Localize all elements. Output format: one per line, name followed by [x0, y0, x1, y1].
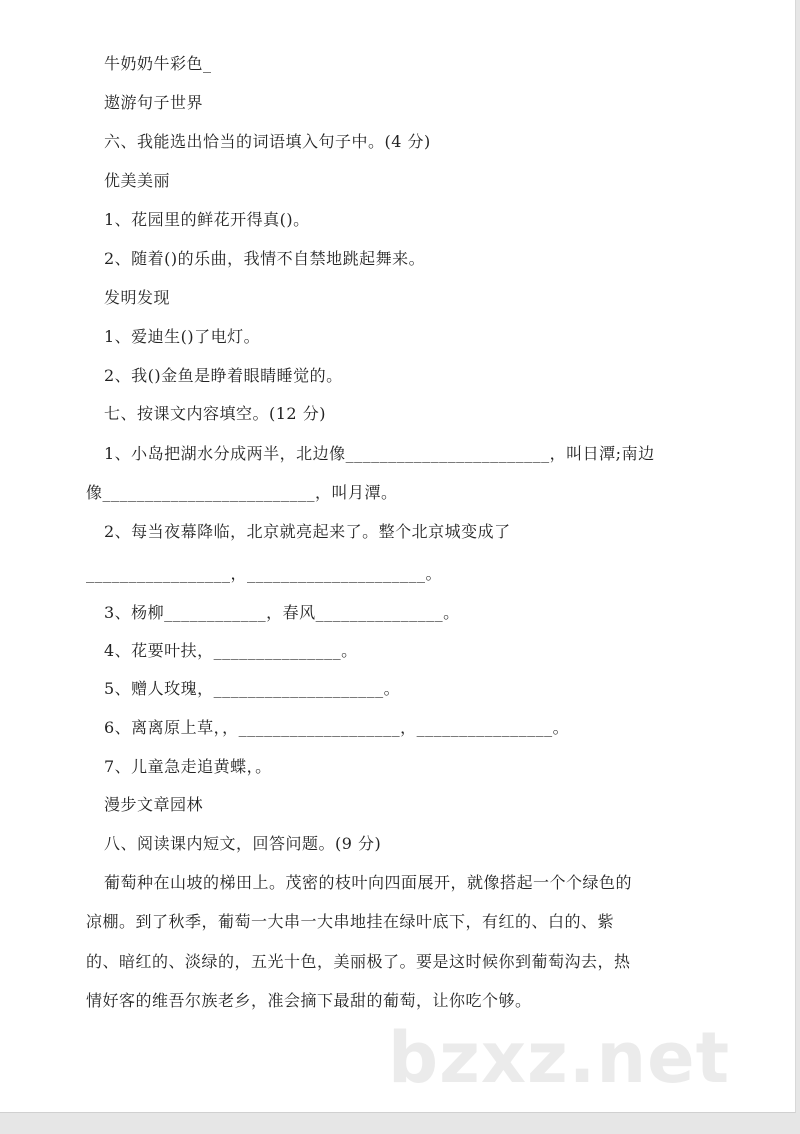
word-choices: 优美美丽	[104, 171, 171, 190]
question-item: 2、我()金鱼是睁着眼睛睡觉的。	[104, 366, 343, 385]
question-item: 5、赠人玫瑰，____________________。	[104, 679, 401, 698]
question-item: 4、花要叶扶，_______________。	[104, 641, 358, 660]
question-item: 1、花园里的鲜花开得真()。	[104, 210, 310, 229]
question-item: 3、杨柳____________，春风_______________。	[104, 603, 460, 622]
section-heading: 遨游句子世界	[104, 93, 204, 112]
question-item: 2、每当夜幕降临，北京就亮起来了。整个北京城变成了	[104, 522, 511, 541]
question-item: 1、爱迪生()了电灯。	[104, 327, 261, 346]
question-heading: 八、阅读课内短文，回答问题。(9 分)	[104, 834, 382, 853]
question-item: 1、小岛把湖水分成两半，北边像________________________，叫日潭;南边	[104, 444, 655, 463]
question-heading: 六、我能选出恰当的词语填入句子中。(4 分)	[104, 132, 431, 151]
question-item: 6、离离原上草，，___________________，________________。	[104, 718, 570, 737]
question-item-cont: 像_________________________，叫月潭。	[86, 483, 398, 502]
word-choices: 发明发现	[104, 288, 171, 307]
question-item-cont: _________________，_____________________。	[86, 564, 443, 583]
question-item: 7、儿童急走追黄蝶，。	[104, 757, 272, 776]
passage-line: 的、暗红的、淡绿的，五光十色，美丽极了。要是这时候你到葡萄沟去，热	[86, 952, 631, 971]
passage-line: 葡萄种在山坡的梯田上。茂密的枝叶向四面展开，就像搭起一个个绿色的	[104, 873, 633, 892]
passage-line: 凉棚。到了秋季，葡萄一大串一大串地挂在绿叶底下，有红的、白的、紫	[86, 912, 615, 931]
question-heading: 七、按课文内容填空。(12 分)	[104, 404, 326, 423]
text-line: 牛奶奶牛彩色_	[104, 54, 212, 73]
question-item: 2、随着()的乐曲，我情不自禁地跳起舞来。	[104, 249, 426, 268]
watermark: bzxz.net	[388, 1017, 731, 1099]
section-heading: 漫步文章园林	[104, 795, 204, 814]
passage-line: 情好客的维吾尔族老乡，准会摘下最甜的葡萄，让你吃个够。	[86, 991, 532, 1010]
